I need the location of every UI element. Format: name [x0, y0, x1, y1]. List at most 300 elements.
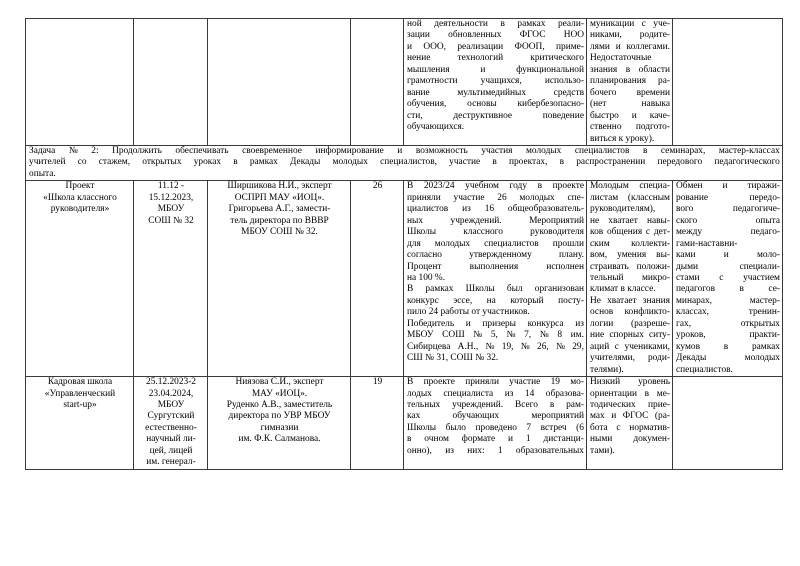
line-word: № — [520, 341, 530, 352]
line-word: участие — [449, 157, 481, 168]
line-word: (6 — [576, 422, 584, 433]
line-word: сти, — [407, 110, 423, 121]
line-word: в — [537, 181, 543, 192]
line-word: в — [723, 341, 729, 352]
line-word: из — [462, 204, 471, 215]
line-word: 2023/24 — [423, 181, 455, 192]
line-word: прошли — [552, 238, 584, 249]
prospects-text-block — [676, 181, 780, 376]
line-word: докумен- — [633, 434, 670, 445]
line-word: планирования — [590, 76, 647, 87]
line-word: ра- — [658, 76, 670, 87]
line-word: проекте — [552, 181, 584, 192]
line-word: моло- — [757, 250, 780, 261]
line: МБОУ СОШ № 32. — [241, 227, 318, 238]
line-word: спе- — [567, 192, 584, 203]
line-word: мультимедийных — [457, 87, 527, 98]
line-word: функциональной — [516, 64, 584, 75]
line-word: листам — [590, 192, 619, 203]
line: Григорьева А.Г., замести- — [228, 204, 331, 215]
line-word: мах — [590, 411, 605, 422]
line-word: норматив- — [629, 422, 670, 433]
line-word: ме- — [656, 388, 670, 399]
line-word: Низкий — [590, 377, 621, 388]
line-word: мероприятий — [531, 411, 584, 422]
line: естественно- — [145, 422, 197, 433]
line-word: Декады — [290, 157, 321, 168]
line-word: конфликто- — [624, 307, 670, 318]
line-word: области — [638, 64, 670, 75]
line-word: педагогов — [676, 284, 716, 295]
line: МАУ «ИОЦ». — [251, 388, 308, 399]
line-word: и — [407, 41, 413, 52]
line-word: учителей — [29, 157, 66, 168]
line-word: формате — [461, 434, 496, 445]
line: тами). — [590, 445, 615, 456]
line-word: 26 — [497, 192, 507, 203]
line-word: аций — [590, 341, 610, 352]
line-word: участие — [453, 192, 485, 203]
line-word: коллекти- — [631, 238, 670, 249]
line-word: специалистов — [484, 238, 539, 249]
line-word: для — [407, 238, 421, 249]
line-word: (ра- — [654, 411, 670, 422]
line-word: тиражи- — [747, 181, 780, 192]
task-text-block — [29, 146, 780, 180]
line-word: Молодым — [590, 181, 629, 192]
line-word: средств — [553, 87, 584, 98]
line-word: деструктивное — [453, 110, 513, 121]
line: СШ № 31, СОШ № 32. — [407, 353, 499, 364]
line-word: гах, — [676, 318, 692, 329]
line-word: и — [722, 181, 728, 192]
line-word: согласно — [407, 250, 442, 261]
line: Ниязова С.И., эксперт — [235, 377, 324, 388]
participant-count: 26 — [372, 181, 383, 192]
line-word: ским — [590, 238, 610, 249]
line: специалистов. — [676, 364, 733, 375]
line-word: в — [492, 157, 497, 168]
line: пило 24 работы от участников. — [407, 307, 530, 318]
line-word: ского — [676, 215, 698, 226]
line-word: распространении — [576, 157, 646, 168]
line-word: ФООП, — [514, 41, 545, 52]
line-word: лями — [590, 41, 610, 52]
line-word: исполнен — [546, 261, 584, 272]
line-word: В — [407, 181, 414, 192]
line-word: утвержденному — [469, 250, 532, 261]
cell-project-name — [26, 377, 134, 470]
line-word: онно), — [407, 445, 432, 456]
line: гами-наставни- — [676, 238, 738, 249]
cell-problems-continuation — [587, 19, 673, 146]
line-word: СОШ — [442, 330, 465, 341]
line-word: информирование — [315, 145, 384, 156]
line-word: ФГОС — [622, 411, 649, 422]
line-word: Школы — [407, 227, 437, 238]
line-word: 7, — [524, 330, 532, 341]
line-word: участием — [743, 272, 780, 283]
line-word: своевременное — [242, 145, 302, 156]
line-word: было — [445, 422, 466, 433]
problems-text-block — [590, 377, 670, 457]
line-word: грамотности — [407, 76, 458, 87]
line-word: мо- — [570, 377, 584, 388]
line: 23.04.2024, — [148, 388, 194, 399]
line-word: очном — [424, 434, 449, 445]
line-word: и — [508, 434, 514, 445]
line-word: в — [625, 64, 631, 75]
experts-text-block — [211, 377, 348, 446]
line-word: 29, — [572, 341, 584, 352]
line-word: образова- — [545, 388, 584, 399]
participant-count: 19 — [372, 377, 383, 388]
line-word: Продолжить — [112, 145, 162, 156]
table-row — [26, 19, 783, 146]
line-word: и — [615, 41, 621, 52]
line-word: 1 — [497, 445, 503, 456]
line-word: знания — [590, 64, 618, 75]
line-word: 2: — [91, 145, 99, 156]
line-word: страивать — [590, 261, 629, 272]
line-word: в — [549, 399, 555, 410]
cell-project-continuation — [26, 19, 134, 146]
line-word: и — [397, 145, 403, 156]
line-word: организован — [534, 284, 584, 295]
line-word: открытых — [740, 318, 780, 329]
line-word: между — [676, 227, 703, 238]
line-word: образовательных — [515, 445, 584, 456]
cell-dates-place — [134, 377, 208, 470]
line-word: и — [480, 64, 486, 75]
line-word: рамках — [249, 157, 278, 168]
line-word: реализации — [457, 41, 504, 52]
line-word: из — [504, 388, 514, 399]
line-word: лодых — [407, 388, 432, 399]
cell-dates-place — [134, 181, 208, 377]
line-word: хватает — [607, 295, 637, 306]
line-word: руководителя — [530, 227, 584, 238]
line-word: приняли — [407, 192, 441, 203]
line: им. генерал- — [146, 457, 196, 468]
line-word: Сибирцева — [407, 341, 451, 352]
cell-problems — [587, 181, 673, 377]
line-word: В — [407, 377, 414, 388]
line: Проект — [65, 181, 95, 192]
line-word: конкурс — [407, 295, 439, 306]
line: директора по УВР МБОУ — [228, 411, 331, 422]
line-word: зации — [407, 30, 430, 41]
line-word: логии — [590, 318, 614, 329]
line-word: реали- — [557, 19, 584, 29]
line: гимназии — [260, 422, 299, 433]
line: Недостаточные — [590, 53, 652, 64]
table-row — [26, 181, 783, 377]
line-word: использо- — [544, 76, 584, 87]
line-word: с — [645, 227, 651, 238]
line-word: проектах, — [508, 157, 548, 168]
line: климат в классе. — [590, 284, 656, 295]
line-word: навыка — [641, 99, 670, 110]
line-word: вом, — [590, 250, 608, 261]
line-word: молодых — [525, 145, 562, 156]
line-word: (классным — [627, 192, 670, 203]
line-word: учреждений. — [450, 215, 502, 226]
line: научный ли- — [146, 434, 196, 445]
line-word: умения — [617, 250, 647, 261]
line-word: рамках — [751, 341, 780, 352]
line-word: мастер-классах — [718, 145, 780, 156]
cell-project-name — [26, 181, 134, 377]
line-word: тодических — [590, 399, 636, 410]
table-row-task — [26, 145, 783, 180]
line-word: учебном — [465, 181, 499, 192]
line-word: В — [407, 284, 414, 295]
line-word: уроках — [193, 157, 222, 168]
line-word: тельных — [407, 399, 441, 410]
line: цей, лицей — [149, 445, 193, 456]
line-word: дыми — [676, 261, 699, 272]
line: тель директора по ВВВР — [230, 215, 329, 226]
line-word: уровень — [638, 377, 670, 388]
line: start-up» — [63, 399, 97, 410]
line-word: молодых — [519, 192, 555, 203]
line-word: приме- — [556, 41, 584, 52]
cell-experts-continuation — [208, 19, 351, 146]
line-word: открытых — [142, 157, 182, 168]
line-word: технологий — [457, 53, 504, 64]
line-word: в — [407, 434, 412, 445]
line-word: и — [465, 318, 471, 329]
line-word: в — [642, 145, 648, 156]
line-word: Обмен — [676, 181, 703, 192]
line-word: 16 — [484, 204, 495, 215]
line-word: с — [616, 422, 621, 433]
line-word: молодых — [434, 238, 471, 249]
line-word: 19 — [550, 377, 560, 388]
line-word: вание — [407, 87, 430, 98]
line: телями). — [590, 364, 624, 375]
line: МБОУ — [157, 399, 185, 410]
cell-task-2 — [26, 145, 783, 180]
line-word: Мероприятий — [529, 215, 584, 226]
line-word: специалистов, — [380, 157, 437, 168]
line-word: с — [719, 272, 724, 283]
line-word: в — [233, 157, 238, 168]
line-word: ных — [407, 215, 424, 226]
cell-experts — [208, 181, 351, 377]
line-word: № — [556, 341, 565, 352]
line-word: Не — [590, 295, 601, 306]
experts-text-block — [211, 181, 348, 238]
problems-text-block — [590, 19, 670, 145]
line-word: ками — [676, 250, 696, 261]
line: виться к уроку). — [590, 133, 655, 144]
line-word: ФГОС — [519, 30, 546, 41]
line: руководителям), — [590, 204, 656, 215]
line: «Управленческий — [44, 388, 116, 399]
line-word: них: — [467, 445, 485, 456]
line-word: эссе, — [453, 295, 473, 306]
line-word: семинарах, — [660, 145, 706, 156]
line-word: молодых — [332, 157, 368, 168]
line-word: кибербезопасно- — [517, 99, 584, 110]
line-word: ков — [590, 227, 604, 238]
line-word: основ — [590, 307, 614, 318]
line-word: А.Н., — [457, 341, 479, 352]
line-word: был — [506, 284, 523, 295]
line-word: им. — [570, 330, 584, 341]
line-word: хватает — [608, 215, 638, 226]
line-word: положи- — [636, 261, 670, 272]
cell-prospects — [673, 377, 783, 470]
line-word: дистанци- — [543, 434, 584, 445]
line-word: участия — [481, 145, 513, 156]
line-word: молодых — [744, 353, 780, 364]
line-word: приняли — [465, 377, 499, 388]
line-word: учителями, — [590, 353, 635, 364]
line-word: общеобразователь- — [507, 204, 584, 215]
line-word: рамках — [425, 284, 454, 295]
line-word: никами, — [590, 30, 622, 41]
line-word: № — [473, 330, 483, 341]
line: 25.12.2023-2 — [146, 377, 196, 388]
dates-text-block — [137, 181, 205, 227]
line-word: роди- — [647, 353, 670, 364]
line-word: деятельности — [434, 19, 488, 29]
line-word: подгото- — [635, 122, 670, 133]
line-word: минарах, — [676, 295, 713, 306]
line-word: учащихся, — [480, 76, 522, 87]
cell-results — [404, 377, 587, 470]
line-word: микро- — [641, 272, 670, 283]
line-word: возможность — [415, 145, 468, 156]
line-word: коллегами. — [626, 41, 670, 52]
line-word: 1 — [525, 434, 531, 445]
line-word: прие- — [647, 399, 670, 410]
line-word: из — [445, 445, 454, 456]
cell-prospects-continuation — [673, 19, 783, 146]
cell-count-continuation — [351, 19, 404, 146]
line-word: передового — [657, 157, 703, 168]
cell-results-continuation — [404, 19, 587, 146]
line-word: с — [641, 19, 646, 29]
line-word: обеспечивать — [175, 145, 229, 156]
line-word: практи- — [749, 330, 780, 341]
line-word: году — [509, 181, 528, 192]
line-word: бочего — [590, 87, 617, 98]
line-word: учениками, — [624, 341, 670, 352]
line-word: Процент — [407, 261, 442, 272]
line-word: рование — [676, 192, 709, 203]
line-word: Победитель — [407, 318, 455, 329]
line: СОШ № 32 — [148, 215, 194, 226]
line-word: рам- — [566, 399, 584, 410]
line-word: обучающих — [452, 411, 500, 422]
line-word: в — [559, 157, 565, 168]
line-word: Всего — [514, 399, 538, 410]
line-word: нение — [407, 53, 431, 64]
line-word: быстро — [590, 110, 619, 121]
line: обучающихся. — [407, 122, 465, 133]
line-word: из — [575, 318, 584, 329]
line-word: который — [510, 295, 544, 306]
line-word: в — [644, 388, 650, 399]
line-word: стажем, — [98, 157, 131, 168]
line: на 100 %. — [407, 272, 446, 283]
line-word: призеры — [482, 318, 516, 329]
line-word: участие — [509, 377, 541, 388]
line: 15.12.2023, — [148, 192, 194, 203]
line-word: НОО — [563, 30, 584, 41]
line-word: ООО, — [423, 41, 447, 52]
line-word: дет- — [653, 227, 670, 238]
line-word: в — [500, 19, 505, 29]
line: Сургутский — [147, 411, 195, 422]
line-word: Школы — [465, 284, 495, 295]
line-word: конкурса — [527, 318, 564, 329]
problems-text-block — [590, 181, 670, 376]
line-word: 5, — [490, 330, 498, 341]
line-word: МБОУ — [407, 330, 434, 341]
line-word: поведение — [542, 110, 584, 121]
line-word: ках — [407, 411, 421, 422]
line-word: бота — [590, 422, 608, 433]
line-word: и — [631, 110, 637, 121]
cell-problems — [587, 377, 673, 470]
line-word: 7 — [526, 422, 532, 433]
line: Руденко А.В., заместитель — [226, 399, 333, 410]
line-word: передо- — [749, 192, 780, 203]
line-word: педагогического — [714, 157, 780, 168]
line-word: Школы — [407, 422, 437, 433]
line-word: специалиста — [443, 388, 494, 399]
line-word: уче- — [653, 19, 670, 29]
line: «Школа классного — [43, 192, 117, 203]
line: Кадровая школа — [47, 377, 113, 388]
project-text-block — [29, 377, 131, 411]
line-word: уроков, — [676, 330, 706, 341]
line-word: общения — [606, 227, 643, 238]
line-word: учреждений. — [452, 399, 504, 410]
line-word: плану. — [559, 250, 584, 261]
line-word: обновленных — [448, 30, 502, 41]
line-word: педаго- — [750, 227, 780, 238]
line-word: навы- — [646, 215, 670, 226]
line-word: педагогиче- — [732, 204, 780, 215]
line-word: 8 — [557, 330, 563, 341]
line-word: мастер- — [749, 295, 780, 306]
line-word: рамках — [517, 19, 546, 29]
line-word: ориентации — [590, 388, 637, 399]
line-word: (нет — [590, 99, 607, 110]
line-word: времени — [636, 87, 670, 98]
line-word: с — [614, 341, 619, 352]
line: ОСПРП МАУ «ИОЦ». — [234, 192, 325, 203]
cell-participant-count — [351, 377, 404, 470]
line-word: ние — [590, 330, 605, 341]
line-word: 26, — [537, 341, 549, 352]
line-word: ственно — [590, 122, 622, 133]
line-word: № — [539, 330, 549, 341]
line-word: 19, — [501, 341, 514, 352]
line-word: специа- — [639, 181, 670, 192]
line-word: (разреше- — [630, 318, 670, 329]
line-word: каче- — [649, 110, 670, 121]
line-word: № — [68, 145, 78, 156]
line: Ширшикова Н.И., эксперт — [227, 181, 332, 192]
line-word: № — [506, 330, 516, 341]
